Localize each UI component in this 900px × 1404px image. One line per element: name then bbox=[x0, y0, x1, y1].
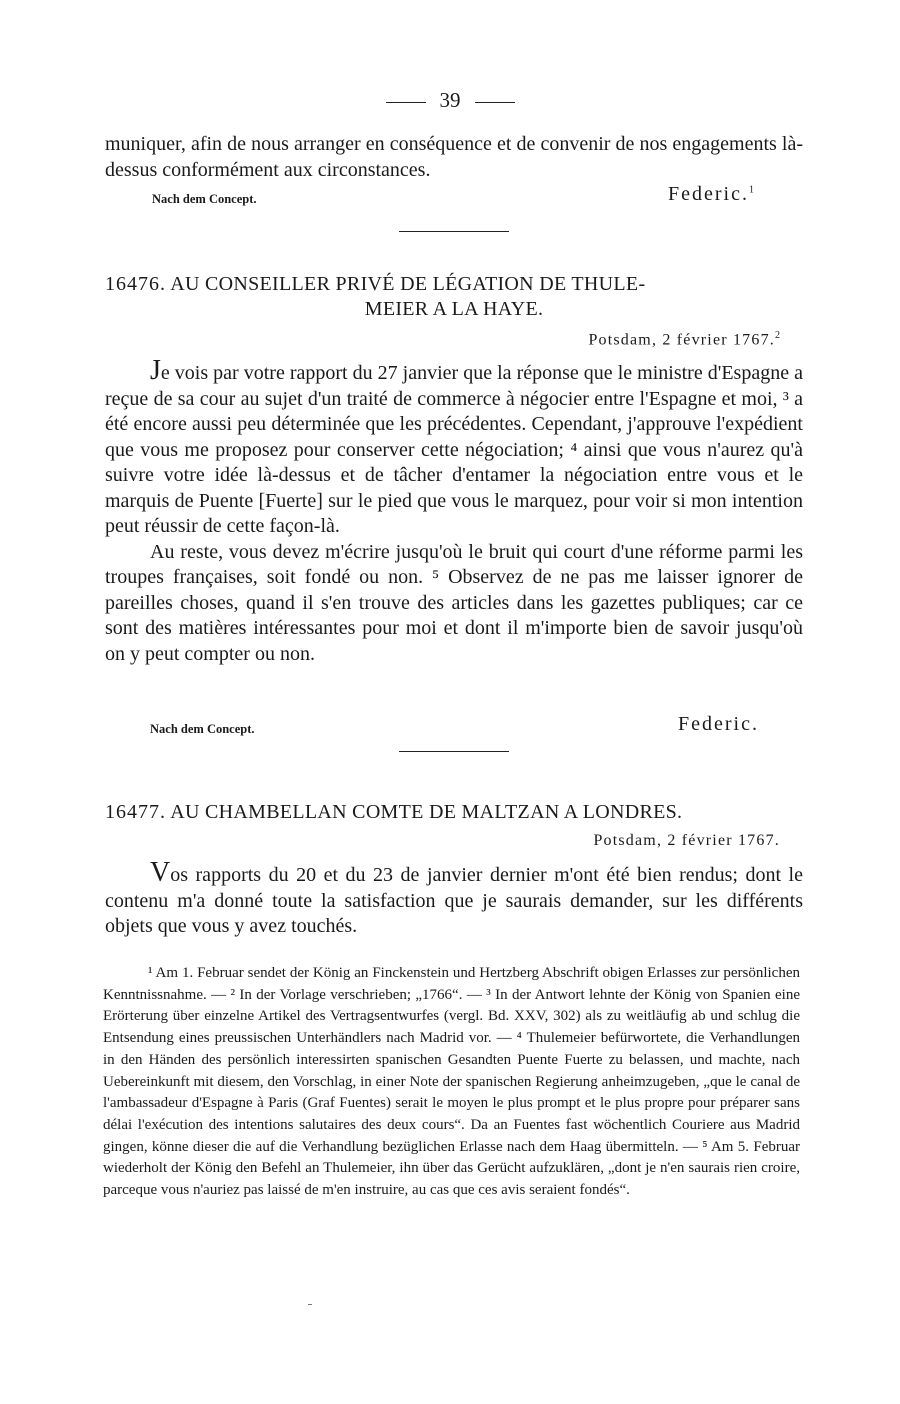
place-date: Potsdam, 2 février 1767. bbox=[593, 832, 780, 849]
body-paragraph: Je vois par votre rapport du 27 janvier que la réponse que le ministre d'Espagne a reçue de sa cour au sujet d'un traité de commerce à négocier entre l'Espagne et moi, ³ a été encore aussi peu déterminée que les précédentes. Cependant, j'approuve l'expédient que vous me proposez pour conserver cette négociation; ⁴ ainsi que vous n'aurez qu'à suivre votre idée là-dessus et de tâcher d'entamer la négociation entre vous et le marquis de Puente [Fuerte] sur le pied que vous le marquez, pour voir si mon intention peut réussir de cette façon-là. bbox=[105, 355, 803, 537]
footnote-text: ¹ Am 1. Februar sendet der König an Finckenstein und Hertzberg Abschrift obigen Erlasses zur persönlichen Kenntnissnahme. — ² In der Vorlage verschrieben; „1766“. — ³ In der Antwort lehnte der König von Spanien eine Erörterung über einzelne Artikel des Vertragsentwurfes (vergl. Bd. XXV, 302) als zu weitläufig ab und schlug die Entsendung eines preussischen Unterhändlers nach Madrid vor. — ⁴ Thulemeier befürwortete, die Verhandlungen in den Händen des persönlich interessirten spanischen Gesandten Puente Fuerte zu belassen, und machte, nach Uebereinkunft mit diesem, den Vorschlag, in einer Note der spanischen Regierung anheimzugeben, „que le canal de l'ambassadeur d'Espagne à Paris (Graf Fuentes) serait le moyen le plus prompt et le plus propre pour préparer sans délai l'exécution des intentions salutaires des deux cours“. Da an Fuentes fast wöchentlich Couriere aus Madrid gingen, könne dieser die auf die Verhandlung bezüglichen Erlasse nach dem Haag übermitteln. — ⁵ Am 5. Februar wiederholt der König den Befehl an Thulemeier, ihn über das Gerücht aufzuklären, „dont je n'en saurais rien croire, parceque vous n'auriez pas laissé de m'en instruire, au cas que ces avis seraient fondés“. bbox=[103, 965, 800, 1199]
signature bbox=[668, 183, 754, 206]
letter-heading-16477 bbox=[105, 800, 803, 825]
body-paragraph: Au reste, vous devez m'écrire jusqu'où le bruit qui court d'une réforme parmi les troupes françaises, soit fondé ou non. ⁵ Observez de ne pas me laisser ignorer de pareilles choses, quand il s'en trouve des articles dans les gazettes publiques; car ce sont des matières intéressantes pour moi et dont il m'importe bien de savoir jusqu'où on y peut compter ou non. bbox=[105, 540, 803, 665]
footnotes bbox=[103, 963, 800, 1202]
letter-body-16477 bbox=[105, 857, 803, 940]
print-speck bbox=[308, 1304, 312, 1305]
header-dash-left bbox=[386, 102, 426, 103]
body-paragraph: Vos rapports du 20 et du 23 de janvier dernier m'ont été bien rendus; dont le contenu m'a donné toute la satisfaction que je saurais demander, sur les différents objets que vous y avez touchés. bbox=[105, 857, 803, 937]
header-dash-right bbox=[475, 102, 515, 103]
continued-text bbox=[105, 132, 803, 183]
place-date bbox=[588, 330, 780, 349]
signature: Federic. bbox=[678, 713, 759, 735]
continued-paragraph: muniquer, afin de nous arranger en conséquence et de convenir de nos engagements là-dessus conformément aux circonstances. bbox=[105, 133, 803, 181]
letter-number: 16477. bbox=[105, 801, 166, 823]
source-note: Nach dem Concept. bbox=[150, 722, 255, 736]
footnote-ref: 1 bbox=[748, 184, 754, 196]
page-header bbox=[0, 88, 900, 113]
letter-body-16476 bbox=[105, 355, 803, 667]
source-note: Nach dem Concept. bbox=[152, 192, 257, 206]
footnote-ref: 2 bbox=[775, 330, 780, 341]
place-date-text: Potsdam, 2 février 1767. bbox=[588, 331, 775, 349]
page-number: 39 bbox=[439, 88, 461, 112]
letter-heading-16476 bbox=[105, 272, 803, 322]
section-divider bbox=[399, 751, 509, 752]
letter-title-line1: AU CONSEILLER PRIVÉ DE LÉGATION DE THULE- bbox=[170, 273, 646, 295]
letter-number: 16476. bbox=[105, 273, 166, 295]
letter-title-line2: MEIER A LA HAYE. bbox=[364, 298, 544, 320]
section-divider bbox=[399, 231, 509, 232]
letter-title: AU CHAMBELLAN COMTE DE MALTZAN A LONDRES. bbox=[170, 801, 683, 823]
signature-text: Federic. bbox=[668, 183, 749, 205]
